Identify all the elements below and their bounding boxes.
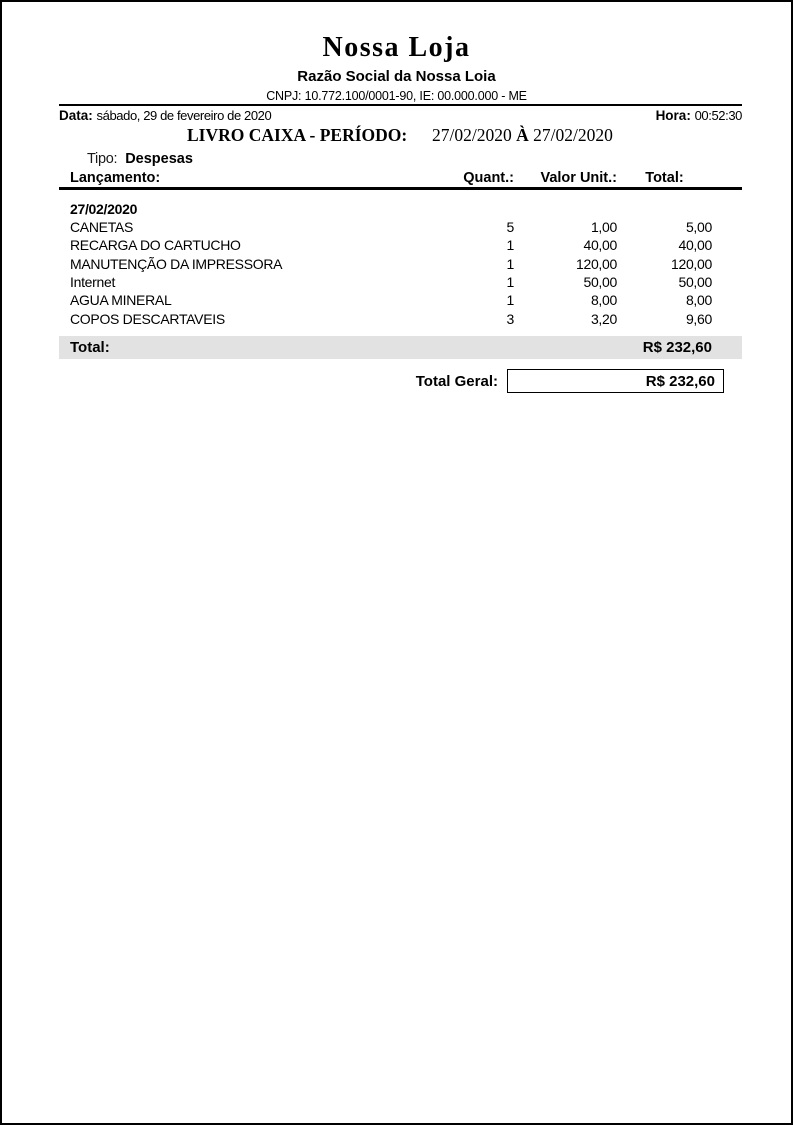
period-end: 27/02/2020 <box>533 125 613 145</box>
period-dates <box>432 125 613 146</box>
period-separator: À <box>516 125 529 145</box>
table-header-rule <box>59 187 742 190</box>
meta-row <box>59 108 742 123</box>
row-quantity: 1 <box>506 274 514 291</box>
date-label: Data: <box>59 108 93 123</box>
row-unit-value: 3,20 <box>590 310 617 327</box>
table-row <box>59 291 742 309</box>
section-total-bar <box>59 336 742 359</box>
grand-total-value: R$ 232,60 <box>645 372 715 390</box>
period-start: 27/02/2020 <box>432 125 512 145</box>
row-total: 9,60 <box>685 310 712 327</box>
row-description: COPOS DESCARTAVEIS <box>70 310 225 327</box>
row-quantity: 5 <box>506 219 514 236</box>
row-description: Internet <box>70 274 116 291</box>
date-line <box>59 108 271 123</box>
row-unit-value: 50,00 <box>583 274 617 291</box>
table-row <box>59 309 742 327</box>
row-unit-value: 120,00 <box>575 255 617 272</box>
report-title: LIVRO CAIXA - PERÍODO: <box>187 125 408 145</box>
type-value: Despesas <box>125 151 193 167</box>
table-body <box>59 199 742 328</box>
section-total-value: R$ 232,60 <box>642 339 712 356</box>
column-header-total: Total: <box>645 170 684 186</box>
table-row <box>59 218 742 236</box>
grand-total-label: Total Geral: <box>415 373 498 390</box>
group-date: 27/02/2020 <box>70 200 138 217</box>
row-description: RECARGA DO CARTUCHO <box>70 237 241 254</box>
row-total: 5,00 <box>685 219 712 236</box>
column-header-quant: Quant.: <box>463 170 514 186</box>
section-total-label: Total: <box>70 339 110 356</box>
table-header-row <box>59 170 742 186</box>
row-total: 50,00 <box>678 274 712 291</box>
row-quantity: 1 <box>506 237 514 254</box>
type-label: Tipo: <box>87 151 118 167</box>
razao-social: Razão Social da Nossa Loia <box>297 68 496 85</box>
row-description: MANUTENÇÃO DA IMPRESSORA <box>70 255 283 272</box>
row-unit-value: 8,00 <box>590 292 617 309</box>
row-description: CANETAS <box>70 219 133 236</box>
cnpj-line: CNPJ: 10.772.100/0001-90, IE: 00.000.000 - ME <box>266 89 527 103</box>
table-row <box>59 236 742 254</box>
date-value: sábado, 29 de fevereiro de 2020 <box>96 108 272 123</box>
store-name: Nossa Loja <box>322 32 471 63</box>
header-rule <box>59 104 742 106</box>
time-value: 00:52:30 <box>694 108 742 123</box>
row-unit-value: 1,00 <box>590 219 617 236</box>
row-quantity: 1 <box>506 292 514 309</box>
row-description: AGUA MINERAL <box>70 292 172 309</box>
time-line <box>656 108 742 123</box>
type-row <box>87 151 193 167</box>
row-total: 40,00 <box>678 237 712 254</box>
row-unit-value: 40,00 <box>583 237 617 254</box>
column-header-lancamento: Lançamento: <box>70 170 161 186</box>
row-quantity: 1 <box>506 255 514 272</box>
column-header-valor-unit: Valor Unit.: <box>540 170 617 186</box>
row-total: 8,00 <box>685 292 712 309</box>
grand-total-box <box>507 369 724 393</box>
table-row <box>59 255 742 273</box>
row-total: 120,00 <box>670 255 712 272</box>
time-label: Hora: <box>655 108 691 123</box>
table-row <box>59 273 742 291</box>
row-quantity: 3 <box>506 310 514 327</box>
